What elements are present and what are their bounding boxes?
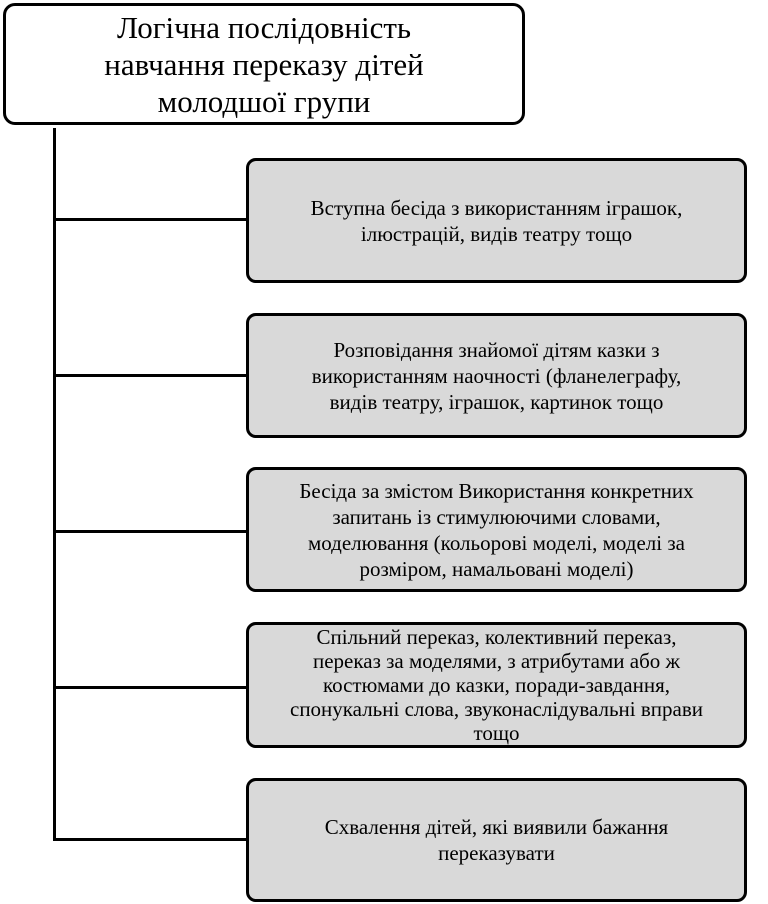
connector-line-4 (53, 686, 248, 689)
step-box-5 (246, 778, 747, 902)
connector-line-3 (53, 530, 248, 533)
connector-line-1 (53, 218, 248, 221)
step-box-1 (246, 158, 747, 283)
diagram-title: Логічна послідовність навчання переказу дітей молодшої групи (104, 9, 424, 119)
connector-line-5 (53, 838, 248, 841)
step-box-3 (246, 467, 747, 592)
step-text-4: Спільний переказ, колективний переказ, переказ за моделями, з атрибутами або ж костюмами до казки, поради-завдання, спонукальні слова, звуконаслідувальні вправи тощо (290, 625, 703, 745)
connector-line-2 (53, 374, 248, 377)
step-box-4 (246, 622, 747, 748)
step-text-3: Бесіда за змістом Використання конкретних запитань із стимулюючими словами, моделювання (кольорові моделі, моделі за розміром, намальовані моделі) (299, 478, 694, 581)
vertical-spine-line (53, 128, 56, 840)
step-text-2: Розповідання знайомої дітям казки з використанням наочності (фланелеграфу, видів театру, іграшок, картинок тощо (311, 337, 682, 414)
step-box-2 (246, 313, 747, 438)
step-text-5: Схвалення дітей, які виявили бажання переказувати (324, 815, 669, 865)
step-text-1: Вступна бесіда з використанням іграшок, ілюстрацій, видів театру тощо (310, 195, 683, 246)
diagram-title-box (3, 3, 525, 125)
